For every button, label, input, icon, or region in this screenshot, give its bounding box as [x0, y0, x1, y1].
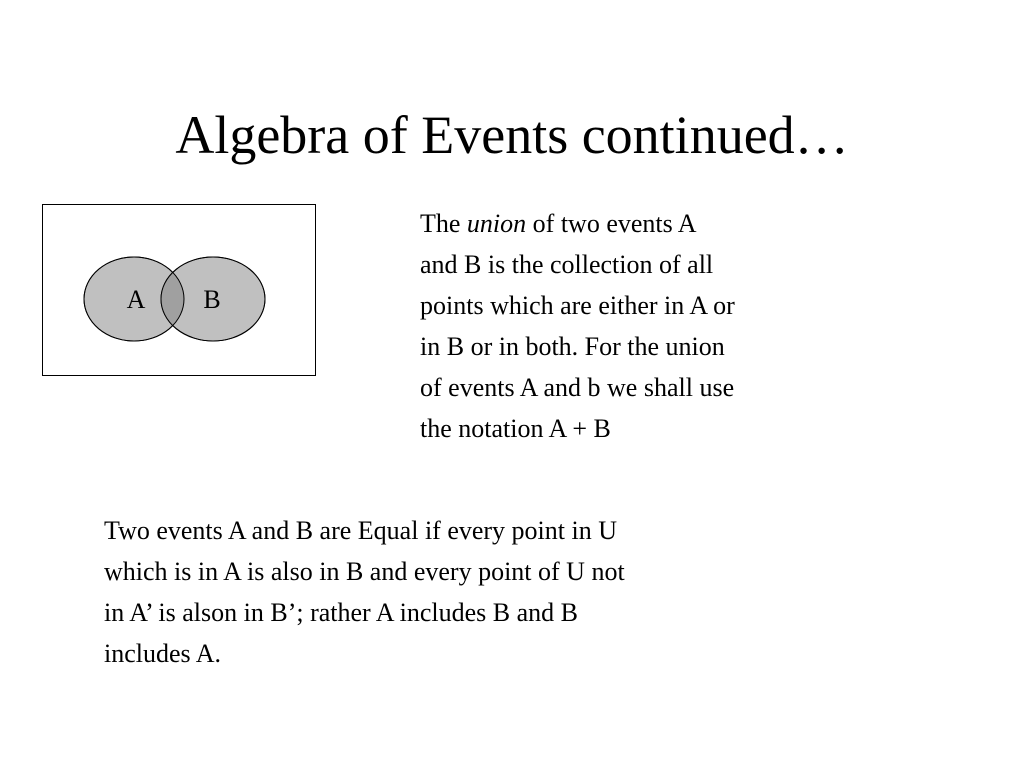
union-line-2: and B is the collection of all	[420, 250, 714, 279]
union-definition	[420, 203, 850, 449]
equal-line-1: Two events A and B are Equal if every point in U	[104, 516, 618, 545]
label-b: B	[203, 285, 221, 314]
union-line-4: in B or in both. For the union	[420, 332, 725, 361]
union-line-6: the notation A + B	[420, 414, 611, 443]
venn-diagram	[42, 204, 316, 376]
union-line-1: The union of two events A	[420, 209, 697, 238]
equality-definition	[104, 510, 824, 674]
union-line-5: of events A and b we shall use	[420, 373, 735, 402]
slide-title: Algebra of Events continued…	[175, 105, 849, 165]
equal-line-4: includes A.	[104, 639, 221, 668]
label-a: A	[126, 285, 146, 314]
equal-line-3: in A’ is alson in B’; rather A includes B and B	[104, 598, 578, 627]
union-term: union	[466, 209, 527, 238]
union-line-3: points which are either in A or	[420, 291, 735, 320]
equal-line-2: which is in A is also in B and every point of U not	[104, 557, 625, 586]
